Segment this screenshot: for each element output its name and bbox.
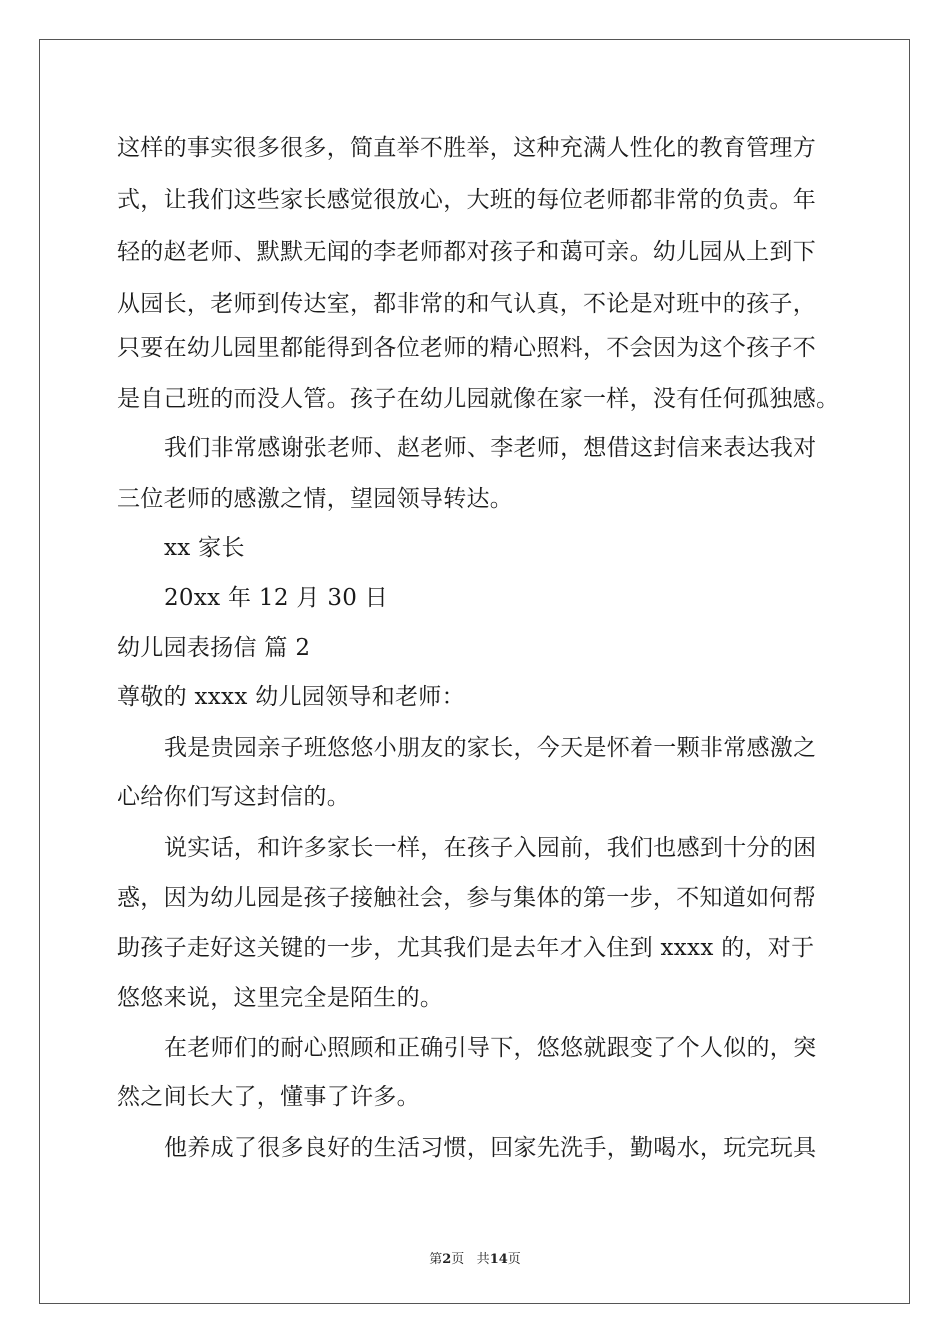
text-line: 说实话，和许多家长一样，在孩子入园前，我们也感到十分的困 bbox=[164, 835, 817, 861]
text-line: 悠悠来说，这里完全是陌生的。 bbox=[117, 985, 444, 1011]
text-line: 我们非常感谢张老师、赵老师、李老师，想借这封信来表达我对 bbox=[164, 435, 817, 461]
text-line: 在老师们的耐心照顾和正确引导下，悠悠就跟变了个人似的，突 bbox=[164, 1035, 817, 1061]
page-number: 2 bbox=[442, 1252, 452, 1267]
date-line: 20xx 年 12 月 30 日 bbox=[164, 585, 389, 611]
text-line: 我是贵园亲子班悠悠小朋友的家长，今天是怀着一颗非常感激之 bbox=[164, 735, 817, 761]
section-heading: 幼儿园表扬信 篇 2 bbox=[117, 635, 311, 661]
footer-prefix: 第 bbox=[429, 1252, 443, 1267]
footer-total-suffix: 页 bbox=[507, 1252, 521, 1267]
text-line: 式，让我们这些家长感觉很放心，大班的每位老师都非常的负责。年 bbox=[117, 187, 816, 213]
text-line: 然之间长大了，懂事了许多。 bbox=[117, 1084, 420, 1110]
text-line: 心给你们写这封信的。 bbox=[117, 784, 350, 810]
total-pages: 14 bbox=[489, 1252, 508, 1267]
text-line: 这样的事实很多很多，简直举不胜举，这种充满人性化的教育管理方 bbox=[117, 135, 816, 161]
text-line: 轻的赵老师、默默无闻的李老师都对孩子和蔼可亲。幼儿园从上到下 bbox=[117, 239, 816, 265]
text-line: 是自己班的而没人管。孩子在幼儿园就像在家一样，没有任何孤独感。 bbox=[117, 386, 840, 412]
salutation-line: 尊敬的 xxxx 幼儿园领导和老师： bbox=[117, 684, 465, 710]
text-line: 惑，因为幼儿园是孩子接触社会，参与集体的第一步，不知道如何帮 bbox=[117, 885, 816, 911]
page-border bbox=[39, 39, 910, 1304]
page-footer bbox=[0, 1248, 950, 1267]
text-line: 从园长，老师到传达室，都非常的和气认真，不论是对班中的孩子， bbox=[117, 291, 816, 317]
footer-page-suffix: 页 bbox=[451, 1252, 465, 1267]
signature-line: xx 家长 bbox=[164, 535, 245, 561]
text-line: 他养成了很多良好的生活习惯，回家先洗手，勤喝水，玩完玩具 bbox=[164, 1135, 817, 1161]
footer-total-prefix: 共 bbox=[476, 1252, 490, 1267]
text-line: 三位老师的感激之情，望园领导转达。 bbox=[117, 486, 514, 512]
text-line: 助孩子走好这关键的一步，尤其我们是去年才入住到 xxxx 的，对于 bbox=[117, 935, 815, 961]
text-line: 只要在幼儿园里都能得到各位老师的精心照料，不会因为这个孩子不 bbox=[117, 335, 816, 361]
